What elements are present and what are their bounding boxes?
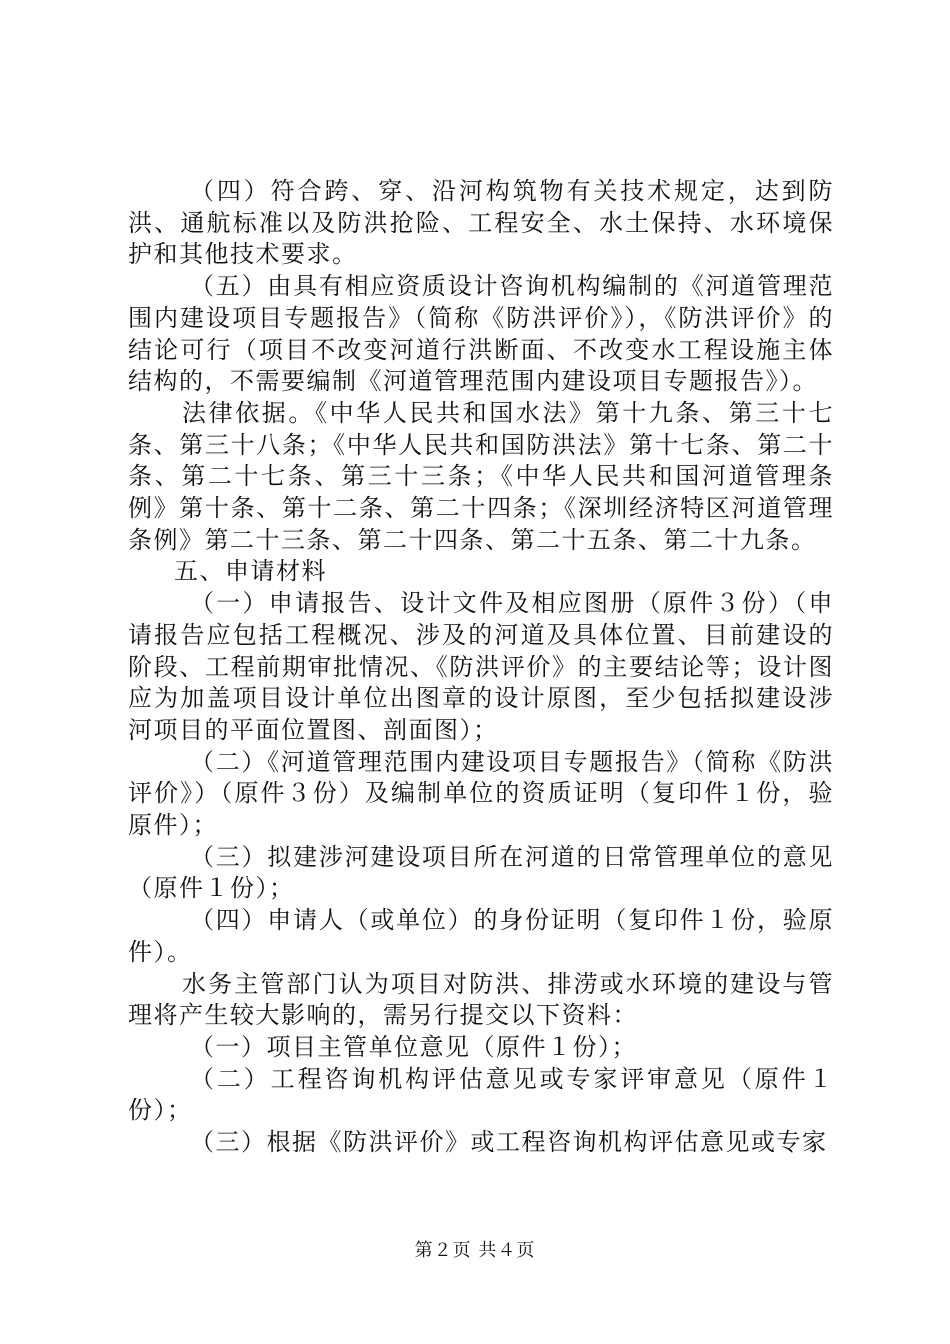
additional-item-3: （三）根据《防洪评价》或工程咨询机构评估意见或专家 bbox=[190, 1128, 828, 1157]
paragraph-additional-requirements: 水务主管部门认为项目对防洪、排涝或水环境的建设与管理将产生较大影响的，需另行提交以下资料： bbox=[128, 969, 834, 1030]
materials-item-3: （三）拟建涉河建设项目所在河道的日常管理单位的意见（原件１份）； bbox=[128, 842, 834, 903]
page-number-footer: 第２页 共４页 bbox=[414, 1240, 536, 1261]
materials-item-2: （二）《河道管理范围内建设项目专题报告》（简称《防洪评价》）（原件３份）及编制单位的资质证明（复印件１份，验原件）； bbox=[128, 747, 834, 840]
paragraph-item-4: （四）符合跨、穿、沿河构筑物有关技术规定，达到防洪、通航标准以及防洪抢险、工程安全、水土保持、水环境保护和其他技术要求。 bbox=[128, 177, 834, 269]
additional-item-2: （二）工程咨询机构评估意见或专家评审意见（原件１份）； bbox=[128, 1064, 834, 1125]
section-heading-application-materials: 五、申请材料 bbox=[174, 557, 327, 586]
materials-item-4: （四）申请人（或单位）的身份证明（复印件１份，验原件）。 bbox=[128, 906, 834, 966]
document-body bbox=[128, 176, 834, 1159]
paragraph-legal-basis: 法律依据。《中华人民共和国水法》第十九条、第三十七条、第三十八条；《中华人民共和国防洪法》第十七条、第二十条、第二十七条、第三十三条；《中华人民共和国河道管理条例》第十条、第十二条、第二十四条；《深圳经济特区河道管理条例》第二十三条、第二十四条、第二十五条、第二十九条。 bbox=[128, 398, 834, 554]
materials-item-1: （一）申请报告、设计文件及相应图册（原件３份）（申请报告应包括工程概况、涉及的河道及具体位置、目前建设的阶段、工程前期审批情况、《防洪评价》的主要结论等；设计图应为加盖项目设计单位出图章的设计原图，至少包括拟建设涉河项目的平面位置图、剖面图）； bbox=[128, 589, 834, 744]
additional-item-1: （一）项目主管单位意见（原件１份）； bbox=[190, 1032, 637, 1061]
paragraph-item-5: （五）由具有相应资质设计咨询机构编制的《河道管理范围内建设项目专题报告》（简称《防洪评价》），《防洪评价》的结论可行（项目不改变河道行洪断面、不改变水工程设施主体结构的，不需要编制《河道管理范围内建设项目专题报告》）。 bbox=[128, 272, 834, 396]
